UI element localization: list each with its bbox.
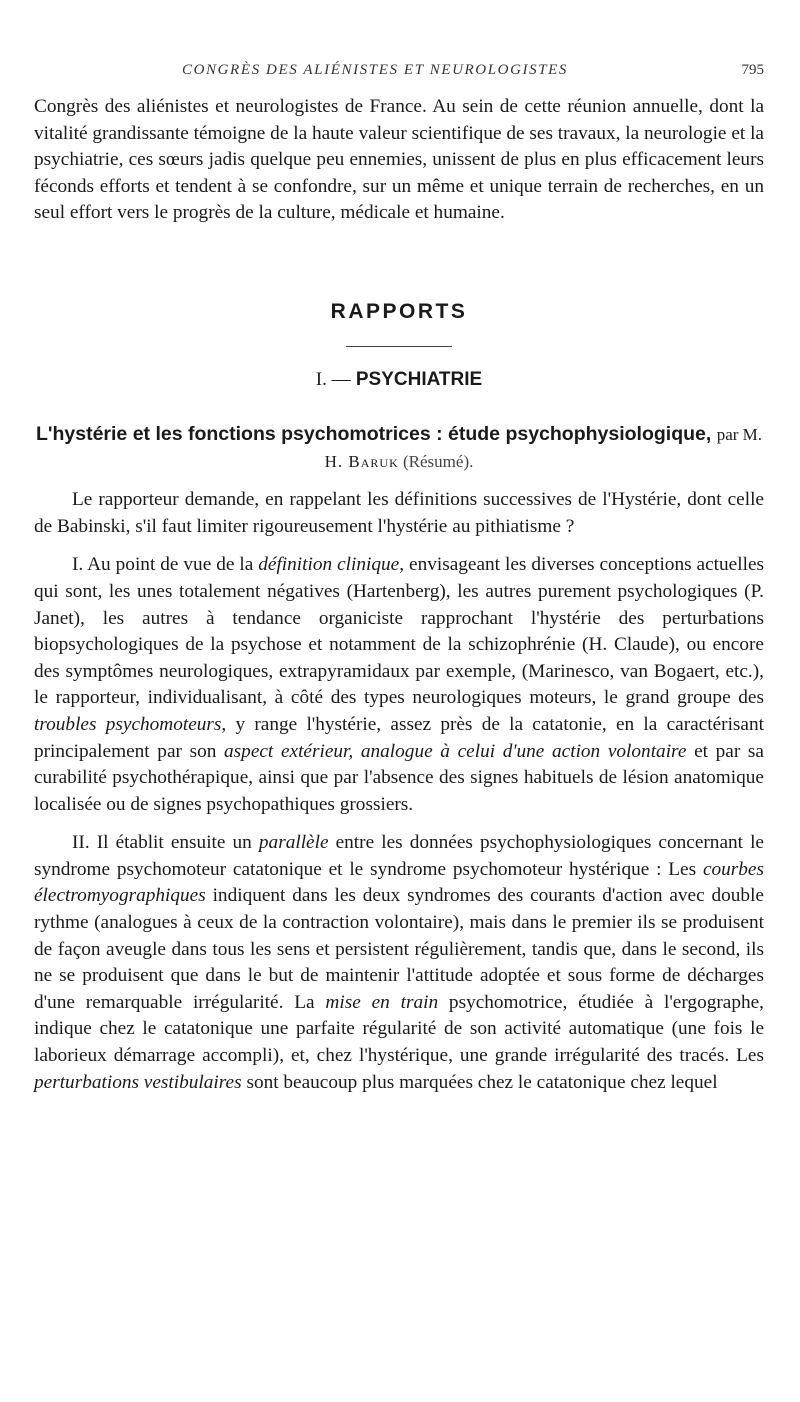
p2-emphasis-f: mise en train (325, 991, 439, 1013)
p2-text-e: indiquent dans les deux syndromes des courants d'action avec double rythme (analogues à ceux de la contraction volontaire), mais dans le premier ils se produisent de façon aveugle dans tous les sens et persistent régulièrement, tandis que, dans le second, ils ne se produisent que dans le but de maintenir l'attitude adoptée et sous forme de décharges d'une remarquable irrégularité. La (34, 885, 764, 1013)
byline-by: par M. (716, 425, 763, 445)
summary-note: (Résumé). (403, 452, 474, 472)
report-author: H. Baruk (324, 452, 399, 472)
p2-text-a: II. Il établit ensuite un (72, 832, 259, 854)
p2-text-i: sont beaucoup plus marquées chez le catatonique chez lequel (241, 1071, 718, 1093)
p1-emphasis-d: troubles psychomoteurs (34, 713, 222, 735)
p1-text-g: et par sa curabilité psychothérapique, ainsi que par l'absence des signes habituels de lésion anatomique localisée ou de signes psychopathiques grossiers. (34, 740, 764, 815)
question-paragraph: Le rapporteur demande, en rappelant les définitions successives de l'Hystérie, dont celle de Babinski, s'il faut limiter rigoureusement l'hystérie au pithiatisme ? (34, 489, 764, 537)
section-rule (346, 346, 452, 347)
body-text (34, 94, 764, 1096)
paragraph-two (34, 830, 764, 1096)
paragraph-one (34, 552, 764, 818)
report-title-text: L'hystérie et les fonctions psychomotrices : étude psychophysiologique, (35, 423, 712, 446)
p2-emphasis-d: courbes électromyographiques (34, 858, 764, 907)
p2-emphasis-b: parallèle (258, 832, 329, 854)
p2-text-c: entre les données psychophysiologiques concernant le syndrome psychomoteur catatonique et le syndrome psychomoteur hystérique : Les (34, 832, 764, 880)
subsection-label: PSYCHIATRIE (355, 368, 483, 390)
p1-emphasis-f: aspect extérieur, analogue à celui d'une action volontaire (224, 740, 687, 762)
section-title: RAPPORTS (330, 299, 468, 323)
subsection-number: I. — (315, 368, 351, 390)
p2-text-g: psychomotrice, étudiée à l'ergographe, indique chez le catatonique une parfaite régularité de son activité automatique (une fois le laborieux démarrage accompli), et, chez l'hystérique, une grande irrégularité des tracés. Les (34, 991, 764, 1067)
p1-emphasis-b: définition clinique (258, 554, 400, 576)
subsection-title (34, 367, 764, 394)
page-number: 795 (741, 62, 764, 78)
report-title (34, 421, 764, 475)
intro-paragraph: Congrès des aliénistes et neurologistes de France. Au sein de cette réunion annuelle, dont la vitalité grandissante témoigne de la haute valeur scientifique de ses travaux, la neurologie et la psychiatrie, ces sœurs jadis quelque peu ennemies, unissent de plus en plus efficacement leurs féconds efforts et tendent à se confondre, sur un même et unique terrain de recherches, en un seul effort vers le progrès de la culture, médicale et humaine. (34, 96, 764, 224)
p1-text-c: , envisageant les diverses conceptions actuelles qui sont, les unes totalement négatives (Hartenberg), les autres purement psychologiques (P. Janet), les autres à tendance organiciste rapprochant l'hystérie des perturbations biopsychologiques de la psychose et notamment de la schizophrénie (H. Claude), ou encore des symptômes neurologiques, extrapyramidaux par exemple, (Marinesco, van Bogaert, etc.), le rapporteur, individualisant, à côté des types neurologiques moteurs, le grand groupe des (34, 554, 765, 709)
running-head: CONGRÈS DES ALIÉNISTES ET NEUROLOGISTES (181, 62, 569, 78)
p1-text-e: , y range l'hystérie, assez près de la catatonie, en la caractérisant principalement par son (34, 713, 764, 762)
p2-emphasis-h: perturbations vestibulaires (34, 1071, 242, 1093)
p1-text-a: I. Au point de vue de la (72, 554, 259, 576)
